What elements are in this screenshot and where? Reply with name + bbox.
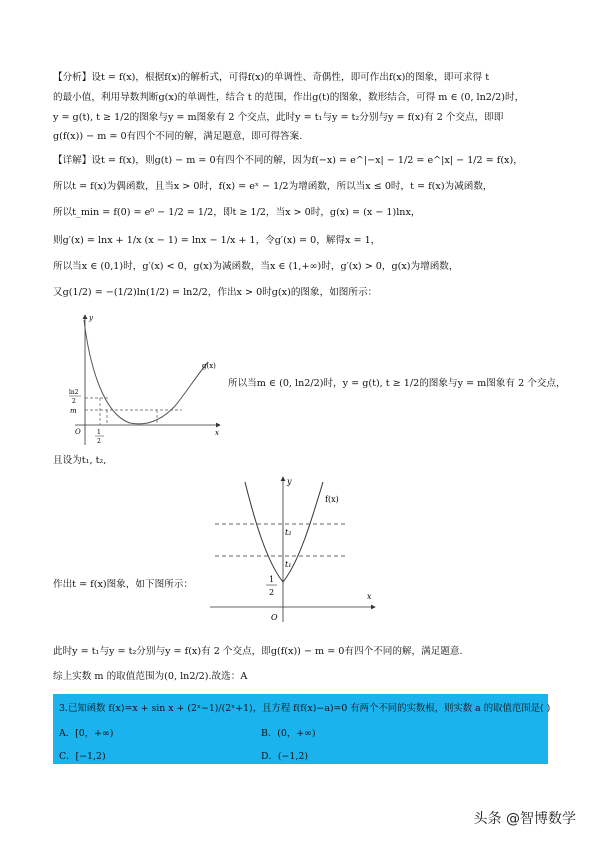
gx-curve — [84, 320, 208, 424]
graph-fx — [205, 472, 380, 632]
caption-2: 作出t = f(x)图象，如下图所示： — [53, 579, 193, 590]
gx-x-label: x — [215, 429, 219, 437]
gx-y-label: y — [89, 314, 93, 322]
summary: 综上实数 m 的取值范围为(0, ln2/2).故选：A — [53, 671, 248, 682]
analysis-line-4: g(f(x)) − m = 0有四个不同的解，满足题意，即可得答案. — [53, 131, 303, 142]
detail-line-6: 又g(1/2) = −(1/2)ln(1/2) = ln2/2，作出x > 0时g(x)的图象，如图所示： — [53, 287, 378, 298]
fx-origin: O — [271, 613, 278, 622]
question-box — [53, 694, 551, 764]
analysis-line-3: y = g(t), t ≥ 1/2的图象与y = m图象有 2 个交点，此时y = t₁与y = t₂分别与y = f(x)有 2 个交点，即即 — [53, 112, 504, 123]
gx-half-den: 2 — [97, 438, 101, 445]
analysis-line-2: 的最小值，利用导数判断g(x)的单调性，结合 t 的范围，作出g(t)的图象，数形结合，可得 m ∈ (0, ln2/2)时， — [53, 92, 525, 103]
option-b[interactable]: B．(0，+∞) — [261, 728, 316, 739]
analysis-line-1: 【分析】设t = f(x)，根据f(x)的解析式，可得f(x)的单调性、奇偶性，即可作出f(x)的图象，即可求得 t — [53, 72, 490, 83]
conclusion: 此时y = t₁与y = t₂分别与y = f(x)有 2 个交点，即g(f(x)) − m = 0有四个不同的解，满足题意. — [53, 646, 463, 657]
gx-m-tick: m — [70, 407, 77, 415]
gx-ln2-den: 2 — [72, 398, 76, 405]
watermark: 头条 @智博数学 — [473, 811, 576, 827]
caption-1b: 且设为t₁, t₂, — [53, 455, 107, 466]
gx-curve-label: g(x) — [202, 362, 216, 370]
fx-y-label: y — [287, 477, 292, 486]
fx-curve-label: f(x) — [325, 495, 339, 504]
option-c[interactable]: C．[−1,2) — [59, 751, 106, 762]
detail-line-2: 所以t = f(x)为偶函数，且当x > 0时，f(x) = eˣ − 1/2为增函数，所以当x ≤ 0时，t = f(x)为减函数， — [53, 181, 493, 192]
fx-half-den: 2 — [269, 588, 275, 597]
gx-origin: O — [75, 428, 81, 436]
fx-x-label: x — [367, 592, 372, 601]
gx-half-num: 1 — [97, 429, 101, 436]
option-a[interactable]: A．[0，+∞) — [59, 728, 114, 739]
detail-line-3: 所以t_min = f(0) = e⁰ − 1/2 = 1/2，即t ≥ 1/2，当x > 0时，g(x) = (x − 1)lnx， — [53, 207, 421, 218]
fx-half-num: 1 — [269, 575, 275, 584]
detail-line-4: 则g′(x) = lnx + 1/x (x − 1) = lnx − 1/x + 1，令g′(x) = 0，解得x = 1， — [53, 235, 381, 246]
detail-line-1: 【详解】设t = f(x)，则g(t) − m = 0有四个不同的解，因为f(−x) = e^|−x| − 1/2 = e^|x| − 1/2 = f(x)， — [53, 155, 523, 166]
fx-t2: t₂ — [285, 528, 292, 537]
fx-curve — [245, 482, 323, 582]
graph-gx — [60, 310, 230, 450]
detail-line-5: 所以当x ∈ (0,1)时，g′(x) < 0，g(x)为减函数，当x ∈ (1,+∞)时，g′(x) > 0，g(x)为增函数， — [53, 261, 459, 272]
option-d[interactable]: D．(−1,2) — [261, 751, 308, 762]
question-text: 3.已知函数 f(x)=x + sin x + (2ˣ−1)/(2ˣ+1)，且方程 f(f(x)−a)=0 有两个不同的实数根，则实数 a 的取值范围是( ) — [59, 703, 551, 714]
caption-1: 所以当m ∈ (0, ln2/2)时，y = g(t), t ≥ 1/2的图象与y = m图象有 2 个交点， — [228, 378, 566, 389]
fx-t1: t₁ — [285, 560, 292, 569]
gx-ln2-num: ln2 — [69, 389, 79, 396]
